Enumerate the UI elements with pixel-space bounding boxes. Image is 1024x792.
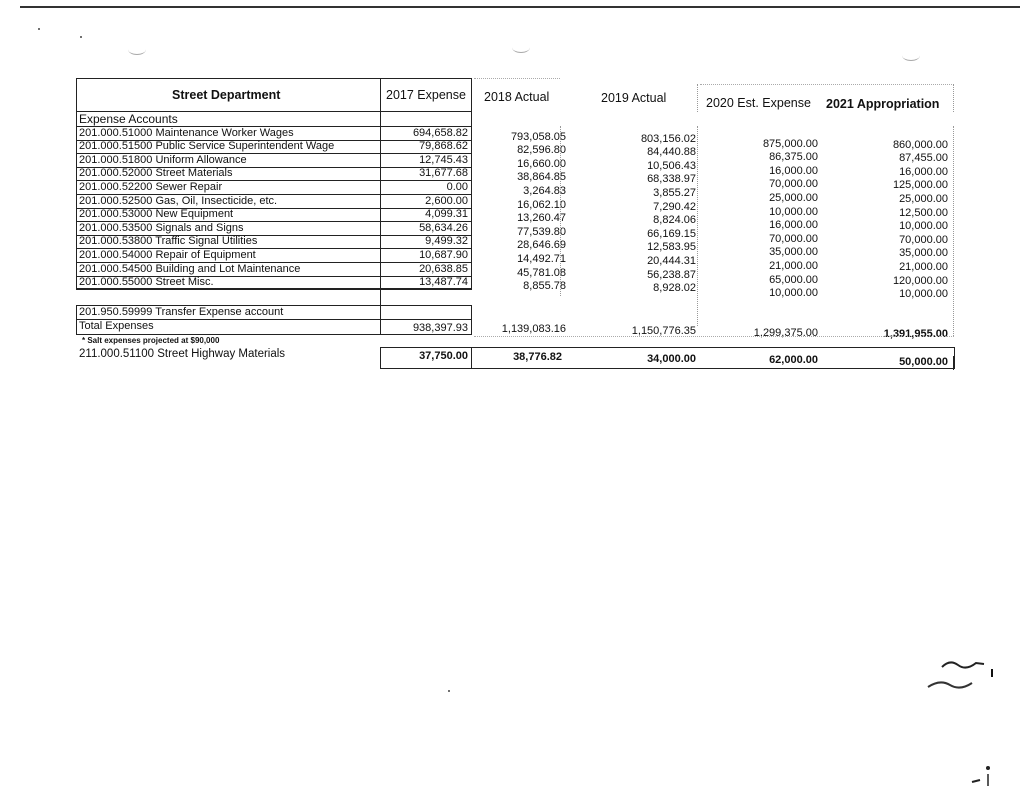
account-value: 3,855.27 bbox=[653, 186, 696, 199]
account-value: 4,099.31 bbox=[425, 208, 468, 221]
account-value: 9,499.32 bbox=[425, 235, 468, 248]
account-value: 70,000.00 bbox=[769, 232, 818, 245]
highway-divider bbox=[953, 356, 954, 370]
top-border-line bbox=[20, 6, 1020, 8]
account-value: 8,824.06 bbox=[653, 214, 696, 227]
col-header-2019: 2019 Actual bbox=[601, 91, 667, 105]
account-value: 10,000.00 bbox=[769, 287, 818, 300]
account-value: 87,455.00 bbox=[899, 152, 948, 165]
account-value: 58,634.26 bbox=[419, 221, 468, 234]
account-label: 201.000.51500 Public Service Superintendent Wage bbox=[79, 140, 335, 153]
totals-dotted-line bbox=[474, 336, 954, 337]
account-value: 13,260.47 bbox=[517, 212, 566, 225]
account-value: 16,660.00 bbox=[517, 157, 566, 170]
account-value: 21,000.00 bbox=[769, 259, 818, 272]
account-value: 70,000.00 bbox=[899, 233, 948, 246]
handwritten-scribble bbox=[920, 655, 1000, 705]
account-value: 28,646.69 bbox=[517, 239, 566, 252]
account-label: 201.000.53800 Traffic Signal Utilities bbox=[79, 235, 258, 248]
account-value: 16,000.00 bbox=[899, 165, 948, 178]
account-label: 201.000.54000 Repair of Equipment bbox=[79, 248, 256, 261]
account-value: 120,000.00 bbox=[892, 274, 948, 287]
punch-hole-mark bbox=[902, 50, 920, 61]
account-label: 201.000.52000 Street Materials bbox=[79, 167, 233, 180]
total-2018: 1,139,083.16 bbox=[501, 323, 566, 335]
account-value: 14,492.71 bbox=[517, 252, 566, 265]
highway-account-label: 211.000.51100 Street Highway Materials bbox=[79, 348, 286, 360]
account-value: 77,539.80 bbox=[517, 225, 566, 238]
account-value: 38,864.85 bbox=[517, 171, 566, 184]
account-value: 25,000.00 bbox=[769, 191, 818, 204]
highway-2019: 34,000.00 bbox=[647, 353, 696, 365]
account-value: 860,000.00 bbox=[892, 138, 948, 151]
account-label: 201.000.54500 Building and Lot Maintenance bbox=[79, 262, 301, 275]
account-value: 20,444.31 bbox=[647, 254, 696, 267]
account-value: 66,169.15 bbox=[647, 227, 696, 240]
account-value: 10,506.43 bbox=[647, 159, 696, 172]
account-value: 694,658.82 bbox=[412, 126, 468, 139]
col-header-2017: 2017 Expense bbox=[386, 88, 466, 102]
account-value: 13,487.74 bbox=[419, 276, 468, 289]
account-label: 201.000.51800 Uniform Allowance bbox=[79, 153, 247, 166]
account-value: 2,600.00 bbox=[425, 194, 468, 207]
account-value: 10,687.90 bbox=[419, 248, 468, 261]
account-value: 16,000.00 bbox=[769, 164, 818, 177]
account-value: 68,338.97 bbox=[647, 173, 696, 186]
account-value: 86,375.00 bbox=[769, 151, 818, 164]
punch-hole-mark bbox=[128, 44, 146, 55]
header-dotted-line bbox=[700, 84, 954, 85]
account-value: 82,596.80 bbox=[517, 144, 566, 157]
account-label: 201.000.53500 Signals and Signs bbox=[79, 221, 244, 234]
punch-hole-mark bbox=[512, 42, 530, 53]
account-value: 12,745.43 bbox=[419, 153, 468, 166]
account-value: 0.00 bbox=[446, 180, 468, 193]
account-value: 56,238.87 bbox=[647, 268, 696, 281]
account-label: 201.000.53000 New Equipment bbox=[79, 208, 234, 221]
account-value: 793,058.05 bbox=[510, 130, 566, 143]
account-label: 201.000.51000 Maintenance Worker Wages bbox=[79, 126, 294, 139]
highway-divider bbox=[471, 347, 472, 369]
account-value: 20,638.85 bbox=[419, 262, 468, 275]
account-value: 12,500.00 bbox=[899, 206, 948, 219]
account-value: 3,264.83 bbox=[523, 184, 566, 197]
account-label: 201.000.52500 Gas, Oil, Insecticide, etc. bbox=[79, 194, 278, 207]
total-2017: 938,397.93 bbox=[412, 322, 468, 334]
account-value: 12,583.95 bbox=[647, 241, 696, 254]
account-value: 21,000.00 bbox=[899, 260, 948, 273]
account-value: 70,000.00 bbox=[769, 178, 818, 191]
transfer-account-label: 201.950.59999 Transfer Expense account bbox=[79, 306, 284, 318]
account-value: 25,000.00 bbox=[899, 192, 948, 205]
highway-2018: 38,776.82 bbox=[513, 351, 562, 363]
speck bbox=[38, 28, 40, 30]
header-dotted-divider bbox=[697, 84, 698, 112]
table-title: Street Department bbox=[172, 88, 281, 102]
highway-2017: 37,750.00 bbox=[419, 350, 468, 362]
account-value: 10,000.00 bbox=[769, 205, 818, 218]
account-value: 16,000.00 bbox=[769, 219, 818, 232]
header-dotted-line bbox=[474, 78, 560, 79]
account-value: 125,000.00 bbox=[892, 179, 948, 192]
account-value: 35,000.00 bbox=[769, 246, 818, 259]
highway-2020: 62,000.00 bbox=[769, 354, 818, 366]
column-dotted-divider bbox=[953, 126, 954, 336]
account-value: 79,868.62 bbox=[419, 140, 468, 153]
total-2021: 1,391,955.00 bbox=[883, 328, 948, 340]
speck bbox=[80, 36, 82, 38]
account-value: 8,928.02 bbox=[653, 282, 696, 295]
account-value: 16,062.10 bbox=[517, 198, 566, 211]
account-value: 10,000.00 bbox=[899, 220, 948, 233]
highway-2021: 50,000.00 bbox=[899, 356, 948, 368]
speck bbox=[448, 690, 450, 692]
total-2020: 1,299,375.00 bbox=[753, 327, 818, 339]
account-label: 201.000.52200 Sewer Repair bbox=[79, 180, 223, 193]
account-value: 10,000.00 bbox=[899, 288, 948, 301]
column-dotted-divider bbox=[697, 126, 698, 326]
total-label: Total Expenses bbox=[79, 320, 154, 332]
handwritten-mark bbox=[958, 760, 998, 790]
account-value: 875,000.00 bbox=[762, 137, 818, 150]
account-value: 45,781.08 bbox=[517, 266, 566, 279]
column-dotted-divider bbox=[560, 126, 561, 296]
salt-footnote: * Salt expenses projected at $90,000 bbox=[82, 336, 220, 345]
account-value: 803,156.02 bbox=[640, 132, 696, 145]
col-header-2020: 2020 Est. Expense bbox=[706, 96, 811, 110]
account-label: 201.000.55000 Street Misc. bbox=[79, 276, 214, 289]
total-2019: 1,150,776.35 bbox=[631, 325, 696, 337]
row-line bbox=[76, 289, 472, 290]
account-value: 8,855.78 bbox=[523, 280, 566, 293]
account-value: 31,677.68 bbox=[419, 167, 468, 180]
account-value: 35,000.00 bbox=[899, 247, 948, 260]
section-label: Expense Accounts bbox=[79, 112, 178, 126]
account-value: 84,440.88 bbox=[647, 146, 696, 159]
col-header-2018: 2018 Actual bbox=[484, 90, 550, 104]
account-value: 7,290.42 bbox=[653, 200, 696, 213]
header-dotted-divider bbox=[953, 84, 954, 112]
col-header-2021: 2021 Appropriation bbox=[826, 97, 940, 111]
account-value: 65,000.00 bbox=[769, 273, 818, 286]
